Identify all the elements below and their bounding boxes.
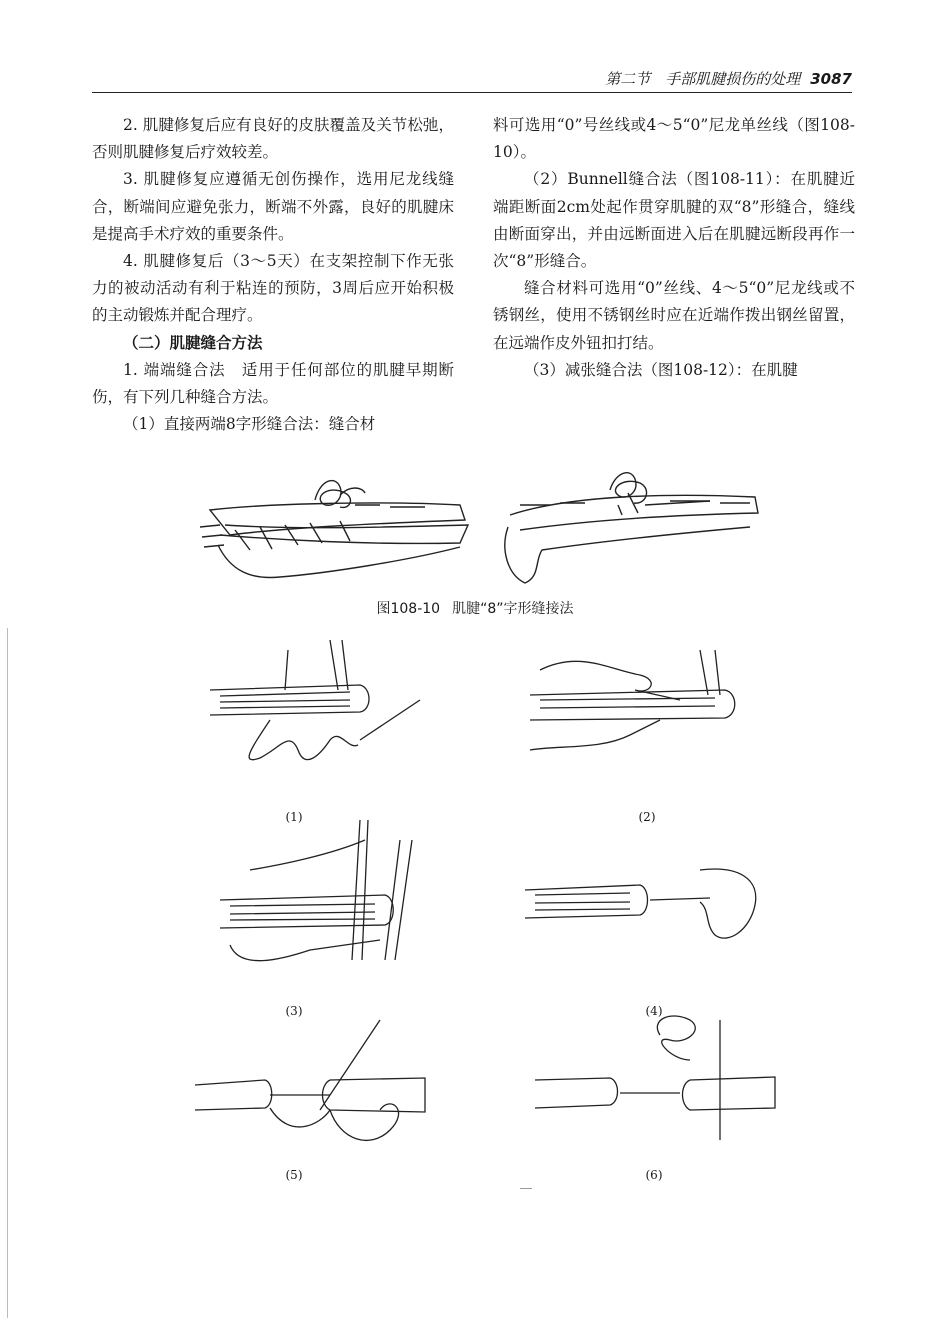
section-heading: （二）肌腱缝合方法: [123, 333, 263, 352]
divider: [520, 1188, 532, 1189]
paragraph: 3. 肌腱修复应遵循无创伤操作，选用尼龙线缝合，断端间应避免张力，断端不外露，良好的肌腱床是提高手术疗效的重要条件。: [92, 170, 454, 243]
section-title: [605, 68, 852, 89]
running-header: [92, 66, 852, 93]
subfigure-label: (1): [285, 810, 303, 824]
figure-label: 图108-10: [376, 601, 441, 617]
subfigure-label: (2): [638, 810, 656, 824]
paragraph: 4. 肌腱修复后（3～5天）在支架控制下作无张力的被动活动有利于粘连的预防，3周后应开始积极的主动锻炼并配合理疗。: [92, 252, 454, 325]
subfigure-label: (4): [645, 1004, 663, 1018]
figure-caption-text: 肌腱“8”字形缝接法: [452, 601, 574, 617]
paragraph: 1. 端端缝合法 适用于任何部位的肌腱早期断伤，有下列几种缝合方法。: [92, 360, 454, 407]
subfigure-label: (6): [645, 1168, 663, 1182]
paragraph: （1）直接两端8字形缝合法：缝合材: [123, 415, 376, 434]
left-column: [92, 112, 454, 438]
subfigure-label: (3): [285, 1004, 303, 1018]
figure-8-suture-illustration: [190, 465, 770, 595]
section-name: 第二节 手部肌腱损伤的处理: [605, 70, 801, 88]
paragraph: 料可选用“0”号丝线或4～5“0”尼龙单丝线（图108-10）。: [493, 116, 855, 162]
right-column: [493, 112, 855, 384]
paragraph: （2）Bunnell缝合法（图108-11）：在肌腱近端距断面2cm处起作贯穿肌腱的双“8”形缝合，缝线由断面穿出，并由远断面进入后在肌腱远断段再作一次“8”形缝合。: [493, 170, 855, 271]
paragraph: （3）减张缝合法（图108-12）：在肌腱: [524, 360, 798, 379]
page-edge-line: [7, 628, 8, 1318]
paragraph: 缝合材料可选用“0”丝线、4～5“0”尼龙线或不锈钢丝，使用不锈钢丝时应在近端作拨出钢丝留置，在远端作皮外钮扣打结。: [493, 279, 855, 352]
paragraph: 2. 肌腱修复后应有良好的皮肤覆盖及关节松弛，否则肌腱修复后疗效较差。: [92, 116, 454, 162]
page-number: 3087: [810, 70, 852, 88]
bunnell-suture-steps-illustration: [180, 640, 800, 1200]
subfigure-label: (5): [285, 1168, 303, 1182]
figure-caption: [0, 598, 950, 618]
